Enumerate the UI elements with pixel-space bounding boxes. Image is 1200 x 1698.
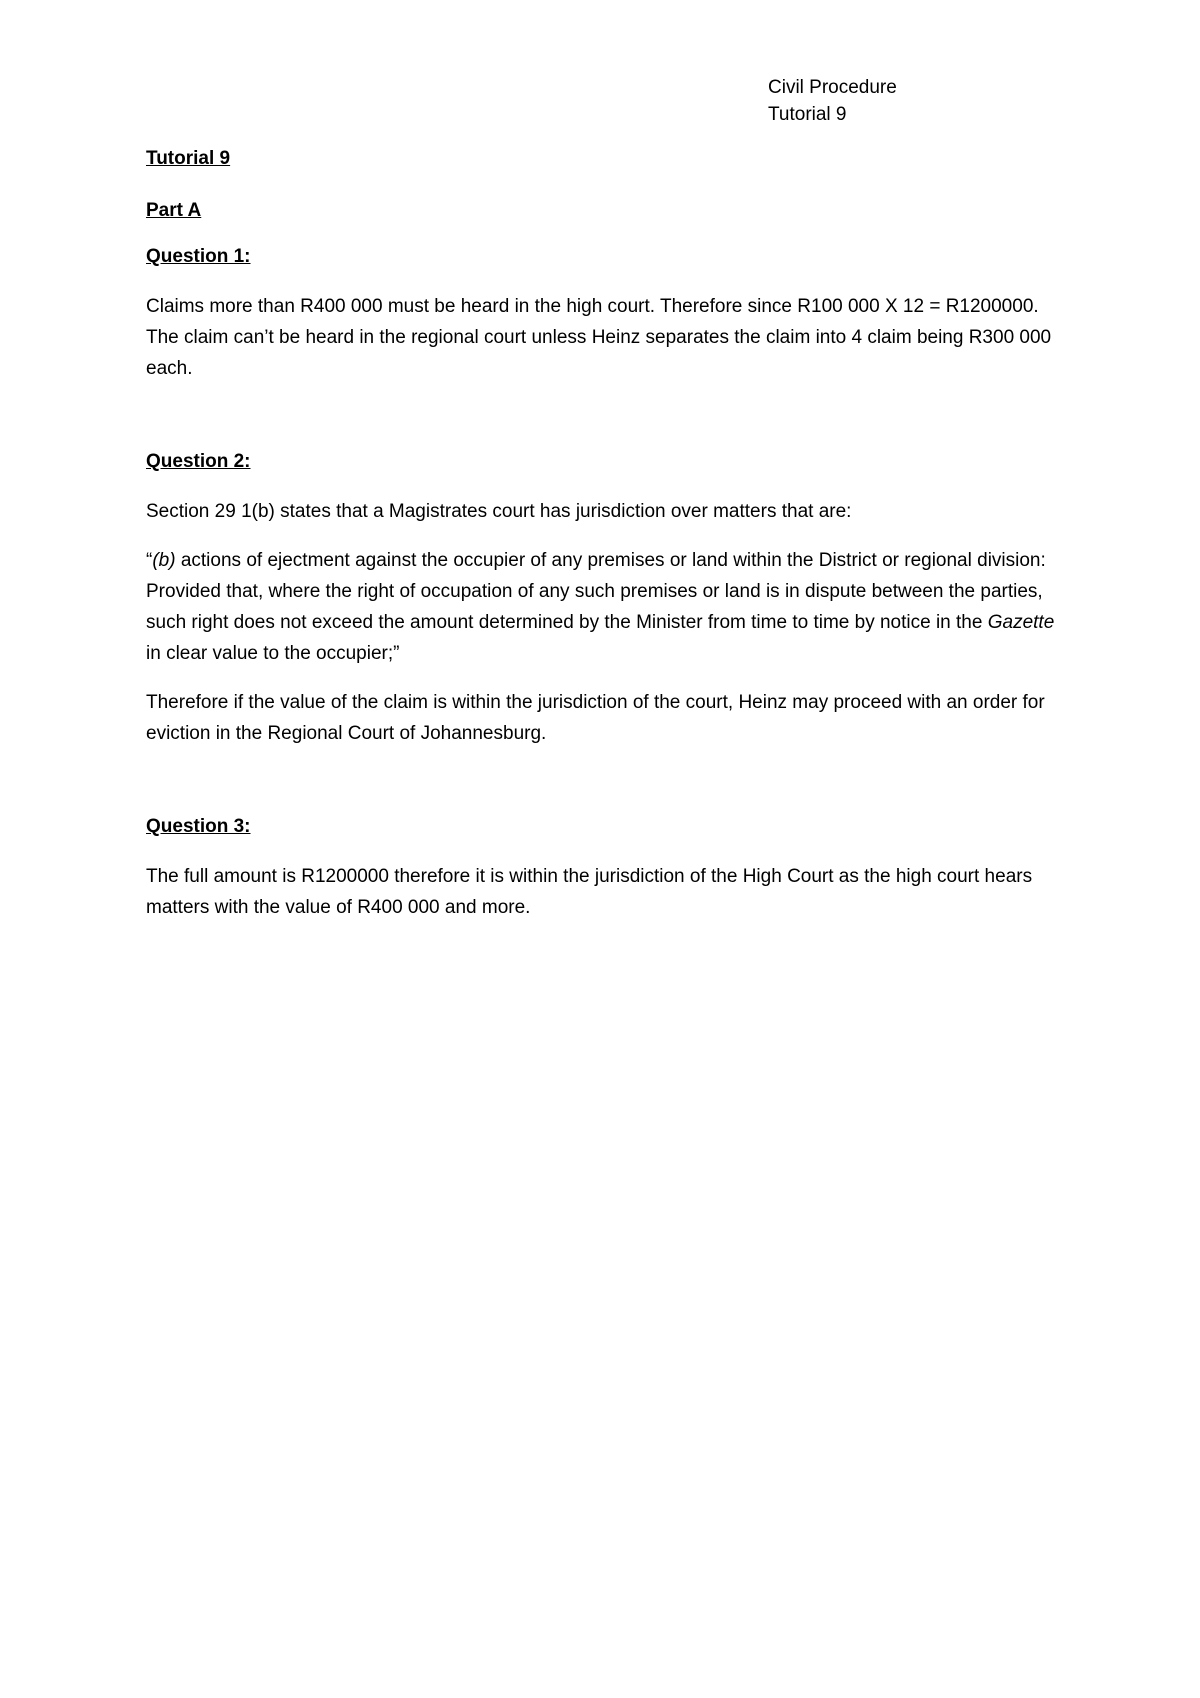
question-2-intro: Section 29 1(b) states that a Magistrates court has jurisdiction over matters that are: [146,501,852,522]
question-1-heading: Question 1: [146,246,251,267]
question-2-heading: Question 2: [146,451,251,472]
question-2-conclusion: Therefore if the value of the claim is within the jurisdiction of the court, Heinz may proceed with an order for eviction in the Regional Court of Johannesburg. [146,692,1045,744]
header-course: Civil Procedure [768,77,897,98]
quote-text-part-1: actions of ejectment against the occupier of any premises or land within the District or regional division: Provided that, where the right of occupation of any such premises or land is in dispute between the parties, such right does not exceed the amount determined by the Minister from time to time by notice in the [146,550,1046,633]
question-2-quote [146,545,1066,669]
question-1-section [146,245,1066,384]
page-header [768,74,897,128]
question-3-section [146,815,1066,923]
question-3-heading: Question 3: [146,816,251,837]
quote-gazette: Gazette [987,612,1055,633]
question-3-answer: The full amount is R1200000 therefore it is within the jurisdiction of the High Court as the high court hears matters with the value of R400 000 and more. [146,866,1033,918]
quote-open-mark: “ [146,550,153,571]
question-1-answer: Claims more than R400 000 must be heard in the high court. Therefore since R100 000 X 12 = R1200000. The claim can’t be heard in the regional court unless Heinz separates the claim into 4 claim being R300 000 each. [146,296,1052,379]
quote-text-part-2: in clear value to the occupier;” [146,643,400,664]
question-2-section [146,450,1066,749]
document-body [146,147,1066,923]
quote-item-label: (b) [152,550,176,571]
header-tutorial: Tutorial 9 [768,104,847,125]
part-heading: Part A [146,200,202,221]
document-title: Tutorial 9 [146,148,231,169]
